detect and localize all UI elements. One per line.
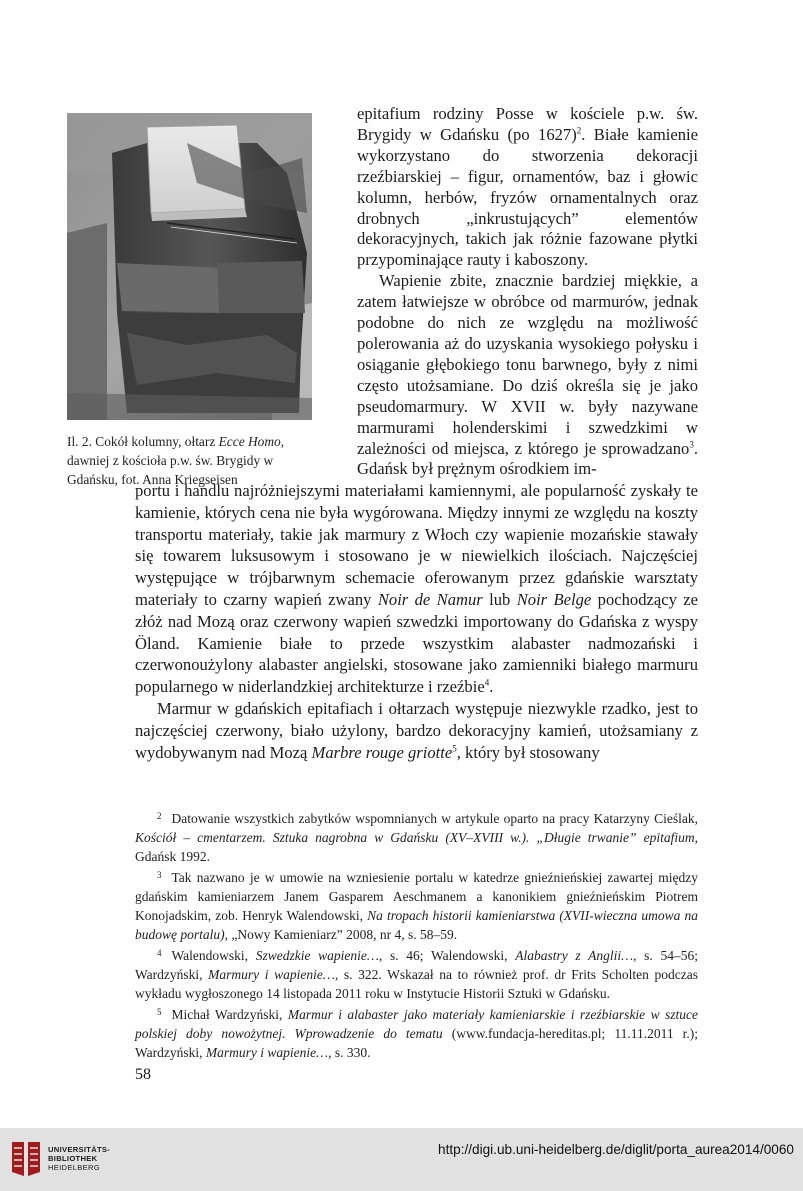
- body-column: [357, 104, 698, 480]
- footer-bar: [0, 1128, 803, 1191]
- footnote-5: $^5$ Michał Wardzyński, Marmur i alabaster jako materiały kamieniarskie i rzeźbiarskie w sztuce polskiej doby nowożytnej. Wprowadzenie do tematu (www.fundacja-hereditas.pl; 11.11.2011 r.); Wardzyński, Marmury i wapienie…, s. 330.: [135, 1007, 698, 1060]
- footnotes: [135, 807, 698, 1062]
- footnote-3: $^3$ Tak nazwano je w umowie na wzniesienie portalu w katedrze gnieźnieńskiej zawartej między gdańskim kamieniarzem Janem Gasparem Aeschmanem a kanonikiem gnieźnieńskim Piotrem Konojadskim, zob. Henryk Walendowski, Na tropach historii kamieniarstwa (XVII-wieczna umowa na budowę portalu), „Nowy Kamieniarz” 2008, nr 4, s. 58–59.: [135, 870, 698, 942]
- footnote-4: $^4$ Walendowski, Szwedzkie wapienie…, s. 46; Walendowski, Alabastry z Anglii…, s. 54–56; Wardzyński, Marmury i wapienie…, s. 322. Wskazał na to również prof. dr Frits Scholten podczas wykładu wygłoszonego 14 listopada 2011 roku w Instytucie Historii Sztuki w Gdańsku.: [135, 948, 698, 1001]
- column-base-photo: [67, 113, 312, 420]
- body-wide: [135, 480, 698, 763]
- paragraph-1: epitafium rodziny Posse w kościele p.w. św. Brygidy w Gdańsku (po 1627)$^2$. Białe kamienie wykorzystano do stworzenia dekoracji rzeźbiarskiej – figur, ornamentów, baz i głowic kolumn, herbów, fryzów ornamentalnych oraz drobnych „inkrustujących” elementów dekoracyjnych, takich jak różnie fazowane płytki przypominające rauty i kaboszony.: [357, 104, 699, 270]
- library-name: UNIVERSITÄTS- BIBLIOTHEK HEIDELBERG: [48, 1145, 111, 1172]
- source-url-link[interactable]: http://digi.ub.uni-heidelberg.de/diglit/porta_aurea2014/0060: [438, 1142, 794, 1157]
- footnote-2: $^2$ Datowanie wszystkich zabytków wspomnianych w artykule oparto na pracy Katarzyny Cieślak, Kościół – cmentarzem. Sztuka nagrobna w Gdańsku (XV–XVIII w.). „Długie trwanie” epitafium, Gdańsk 1992.: [135, 811, 698, 864]
- paragraph-3: Marmur w gdańskich epitafiach i ołtarzach występuje niezwykle rzadko, jest to najczęściej czerwony, biało użylony, bardzo dekoracyjny kamień, utożsamiany z wydobywanym nad Mozą Marbre rouge griotte$^5$, który był stosowany: [135, 698, 698, 762]
- page-number: 58: [135, 1066, 151, 1083]
- paragraph-2: Wapienie zbite, znacznie bardziej miękkie, a zatem łatwiejsze w obróbce od marmurów, jednak podobne do nich ze względu na możliwość polerowania aż do uzyskania wysokiego połysku i osiąganie głębokiego tonu barwnego, były z nimi często utożsamiane. Do dziś określa się je jako pseudomarmury. W XVII w. były nazywane marmurami holenderskimi i szwedzkimi w zależności od miejsca, z którego je sprowadzano$^3$. Gdańsk był prężnym ośrodkiem im-: [357, 271, 698, 479]
- figure-caption: Il. 2. Cokół kolumny, ołtarz Ecce Homo, dawniej z kościoła p.w. św. Brygidy w Gdańsku, fot. Anna Kriegseisen: [67, 434, 285, 487]
- paragraph-2-continued: portu i handlu najróżniejszymi materiałami kamiennymi, ale popularność zyskały te kamienie, których cena nie była wygórowana. Między innymi ze względu na koszty transportu materiały, takie jak marmury z Włoch czy wapienie mozańskie stawały się towarem luksusowym i stosowano je w niewielkich ilościach. Najczęściej występujące w trójbarwnym schemacie oferowanym przez gdańskie warsztaty materiały to czarny wapień zwany Noir de Namur lub Noir Belge pochodzący ze złóż nad Mozą oraz czerwony wapień szwedzki importowany do Gdańska z wyspy Öland. Kamienie białe to przede wszystkim alabaster nadmozański i czerwonoużylony alabaster angielski, stosowane jako zamienniki białego marmuru popularnego w niderlandzkiej architekturze i rzeźbie$^4$.: [135, 481, 698, 697]
- library-logo-icon: [8, 1138, 44, 1180]
